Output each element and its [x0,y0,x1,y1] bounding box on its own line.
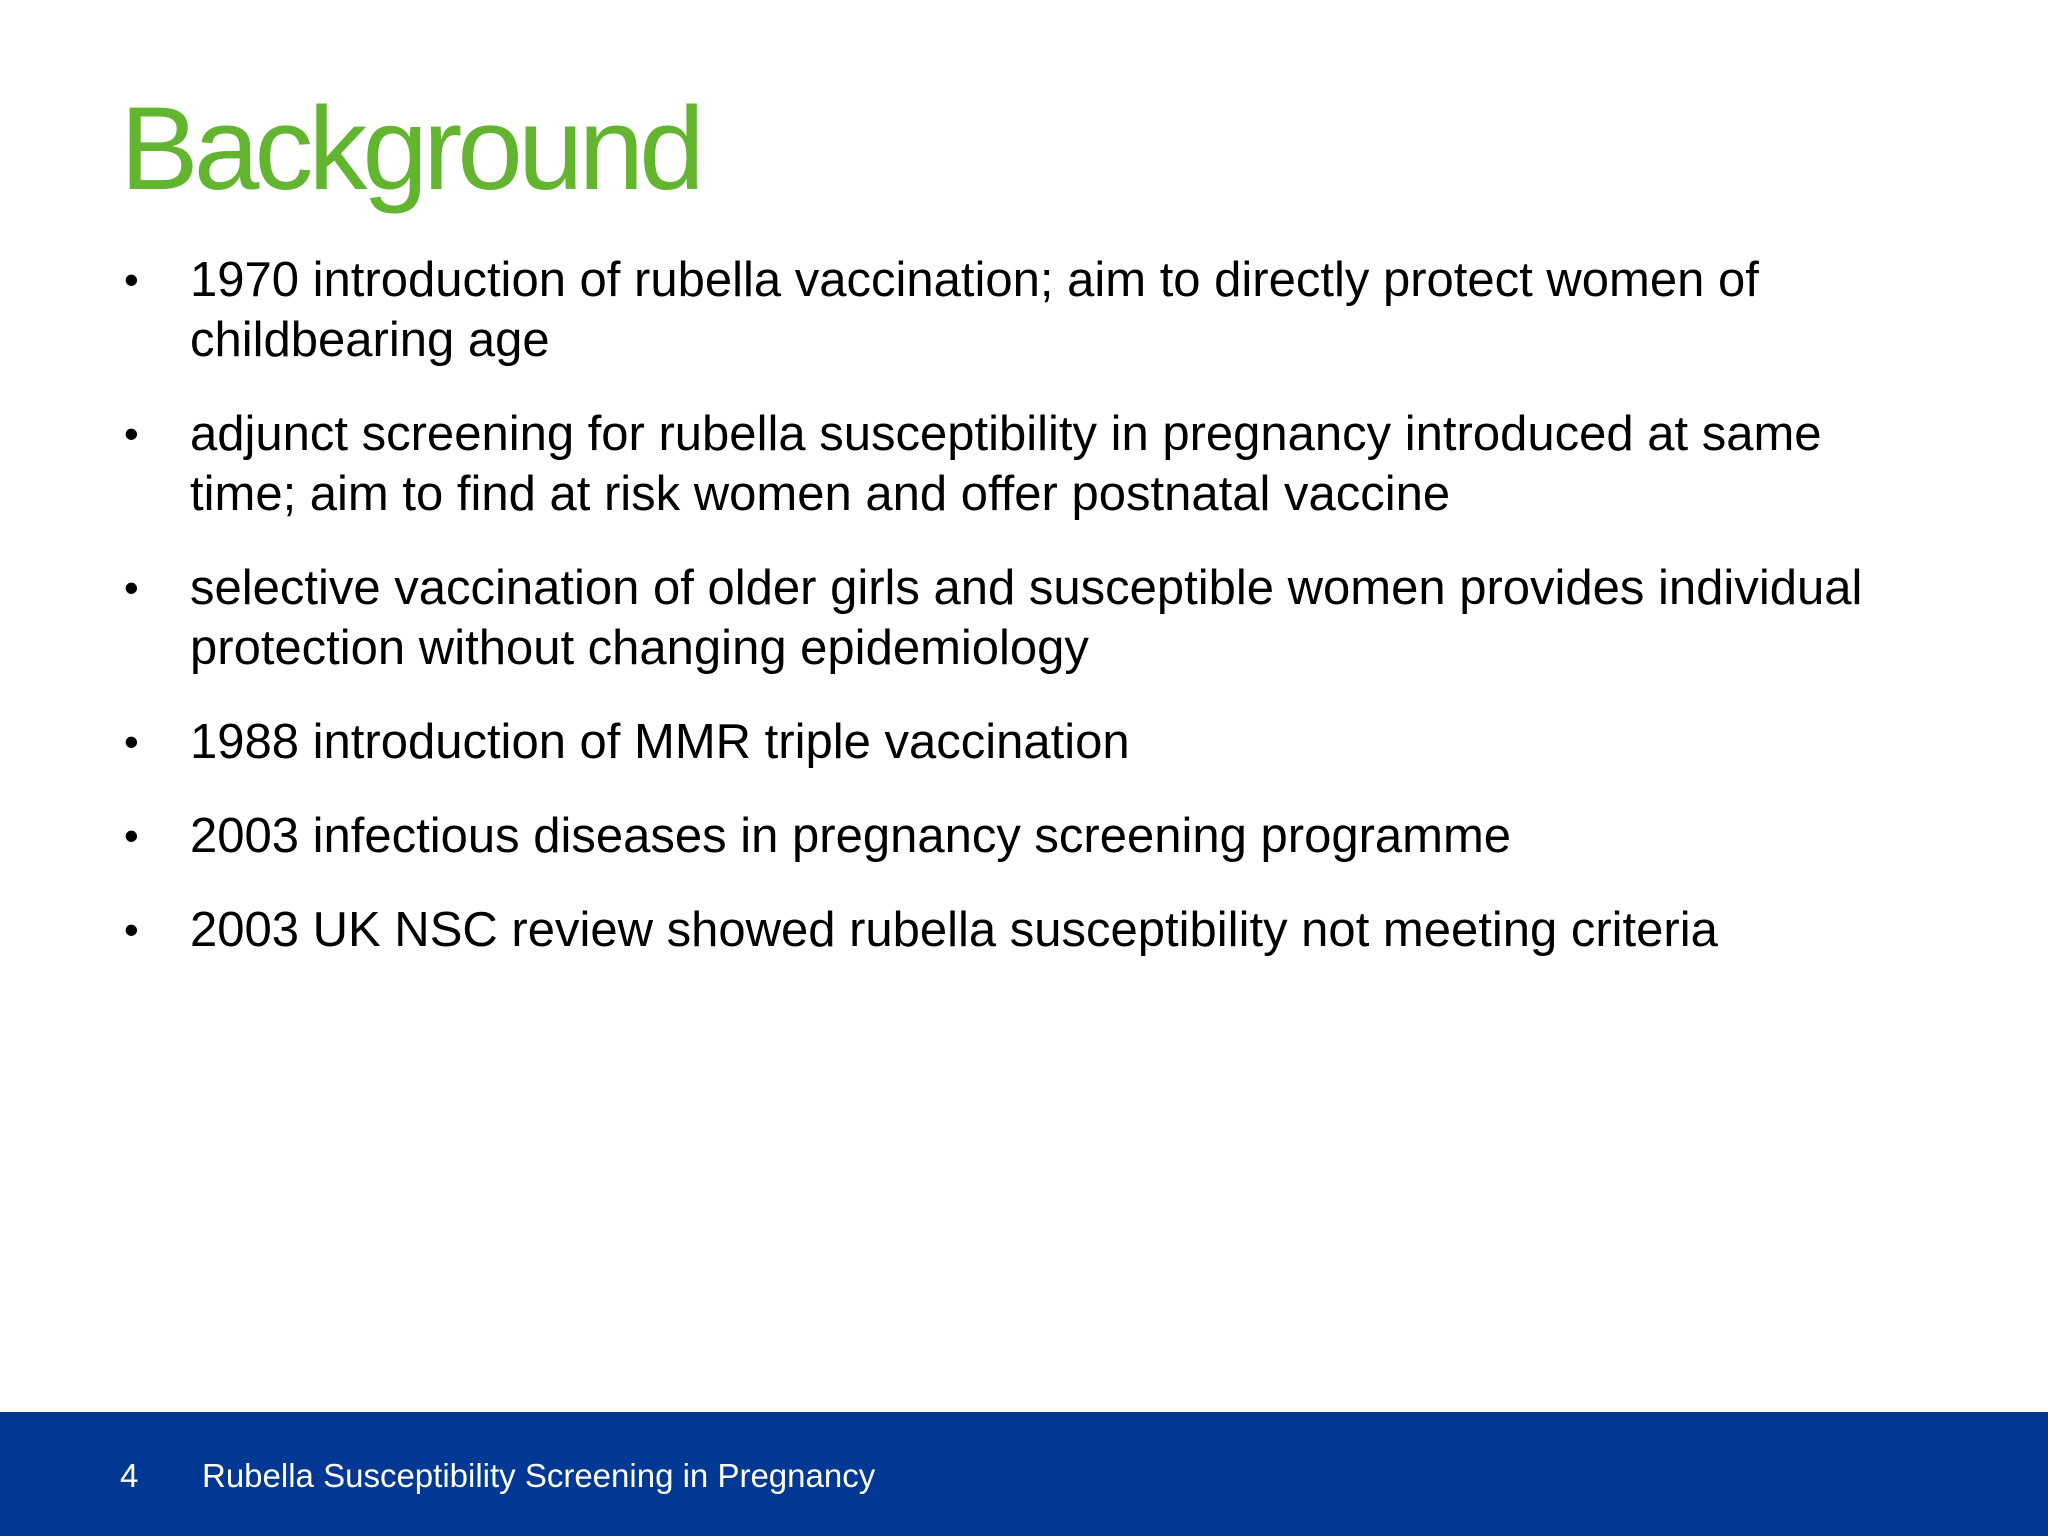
bullet-item [120,404,1920,524]
bullet-text: 2003 infectious diseases in pregnancy screening programme [190,809,1512,863]
bullet-text: 1988 introduction of MMR triple vaccination [190,715,1130,769]
bullet-marker: • [124,564,139,611]
bullet-marker: • [124,718,139,765]
bullet-item [120,900,1920,960]
bullet-item [120,806,1920,866]
slide-footer [0,1412,2048,1536]
bullet-marker: • [124,410,139,457]
page-number: 4 [120,1457,139,1494]
footer-title: Rubella Susceptibility Screening in Pregnancy [202,1457,876,1494]
bullet-list [120,250,1920,994]
bullet-item [120,712,1920,772]
bullet-text: 2003 UK NSC review showed rubella susceptibility not meeting criteria [190,903,1718,957]
bullet-marker: • [124,906,139,953]
bullet-item [120,558,1920,678]
bullet-text: selective vaccination of older girls and susceptible women provides individual protection without changing epidemiology [190,561,1863,675]
slide-title: Background [120,83,700,215]
bullet-marker: • [124,812,139,859]
bullet-text: 1970 introduction of rubella vaccination; aim to directly protect women of childbearing age [190,253,1759,367]
bullet-item [120,250,1920,370]
bullet-text: adjunct screening for rubella susceptibility in pregnancy introduced at same time; aim to find at risk women and offer postnatal vaccine [190,407,1822,521]
bullet-marker: • [124,256,139,303]
